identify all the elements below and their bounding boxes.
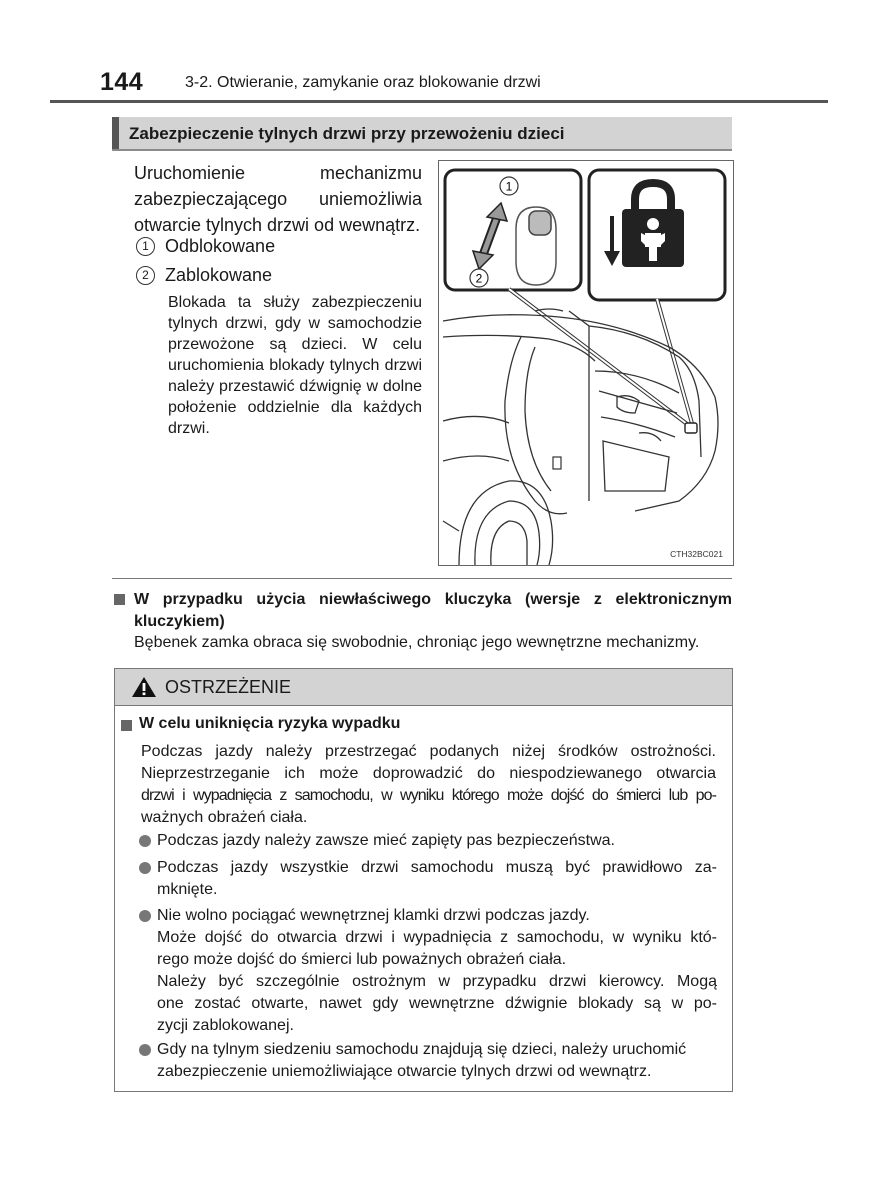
header-rule [50,100,828,103]
warning-triangle-icon [131,676,157,698]
warning-bullet [137,857,717,901]
para-line: Nieprzestrzeganie ich może doprowadzić do niespodziewanego otwarcia [141,765,716,782]
car-body-sketch [443,309,718,565]
item-label: Odblokowane [165,236,276,256]
bullet-dot-icon [139,910,151,922]
page-number: 144 [100,68,144,96]
lever-knob-icon [529,211,551,235]
section-title-bar [112,117,732,151]
bullet-line: zycji zablokowanej. [157,1017,294,1034]
note-text: Blokada ta służy zabezpieczeniu tylnych drzwi, gdy w samochodzie przewożone są dzieci. W celu uruchomienia blokady tylnych drzwi należy przestawić dźwignię w dolne położenie oddzielnie dla każdych drzwi. [168,294,422,437]
item-unlocked [136,236,275,257]
bullet-line: Gdy na tylnym siedzeniu samochodu znajdują się dzieci, należy uruchomić [157,1041,687,1058]
bullet-line: mknięte. [157,881,218,898]
chapter-title: 3-2. Otwieranie, zamykanie oraz blokowanie drzwi [185,74,541,91]
child-head-icon [647,218,659,230]
car-door-illustration [439,161,733,565]
item-locked [136,265,272,286]
bullet-line: zabezpieczenie uniemożliwiające otwarcie tylnych drzwi od wewnątrz. [157,1063,652,1080]
item-label: Zablokowane [165,265,273,285]
square-bullet-icon [114,594,125,605]
para-line: drzwi i wypadnięcia z samochodu, w wyniku którego może dojść do śmierci lub po- [141,787,716,804]
callout-1-label: 1 [505,179,513,194]
warning-title: OSTRZEŻENIE [165,677,292,697]
para-line: Podczas jazdy należy przestrzegać podanych niżej środków ostrożności. [141,743,716,760]
intro-text: Uruchomienie mechanizmu zabezpieczającego uniemożliwia otwarcie tylnych drzwi od wewnątrz. [134,163,422,235]
bullet-line: Podczas jazdy należy zawsze mieć zapięty pas bezpieczeństwa. [157,832,615,849]
warning-bullet [137,905,717,1037]
bullet-line: one zostać otwarte, nawet gdy wewnętrzne dźwignie blokady są w po- [157,995,717,1012]
bullet-dot-icon [139,862,151,874]
para-line: ważnych obrażeń ciała. [141,809,308,826]
square-bullet-icon [121,720,132,731]
warning-header [115,669,732,706]
bullet-dot-icon [139,1044,151,1056]
section-divider [112,578,732,579]
number-2-icon: 2 [136,266,155,285]
info-body: Bębenek zamka obraca się swobodnie, chroniąc jego wewnętrzne mechanizmy. [134,634,700,651]
figure-code: CTH32BC021 [670,549,723,559]
bullet-line: rego może dojść do śmierci lub poważnych obrażeń ciała. [157,951,567,968]
callout-2-label: 2 [475,271,483,286]
bullet-line: Podczas jazdy wszystkie drzwi samochodu muszą być prawidłowo za- [157,859,717,876]
bullet-dot-icon [139,835,151,847]
warning-bullet [137,830,717,852]
bullet-line: Należy być szczególnie ostrożnym w przypadku drzwi kierowcy. Mogą [157,973,717,990]
warning-box [114,668,733,1092]
section-title: Zabezpieczenie tylnych drzwi przy przewożeniu dzieci [129,124,565,143]
warning-paragraph [141,741,716,829]
child-lock-lever-icon [685,423,697,433]
warning-heading: W celu uniknięcia ryzyka wypadku [139,715,401,732]
child-lock-figure [438,160,734,566]
info-heading: W przypadku użycia niewłaściwego kluczyka (wersje z elektronicznym kluczykiem) [134,591,732,630]
number-1-icon: 1 [136,237,155,256]
warning-bullet [137,1039,717,1083]
bullet-line: Nie wolno pociągać wewnętrznej klamki drzwi podczas jazdy. [157,907,590,924]
bullet-line: Może dojść do otwarcia drzwi i wypadnięcia z samochodu, w wyniku któ- [157,929,717,946]
section-accent [112,117,119,149]
